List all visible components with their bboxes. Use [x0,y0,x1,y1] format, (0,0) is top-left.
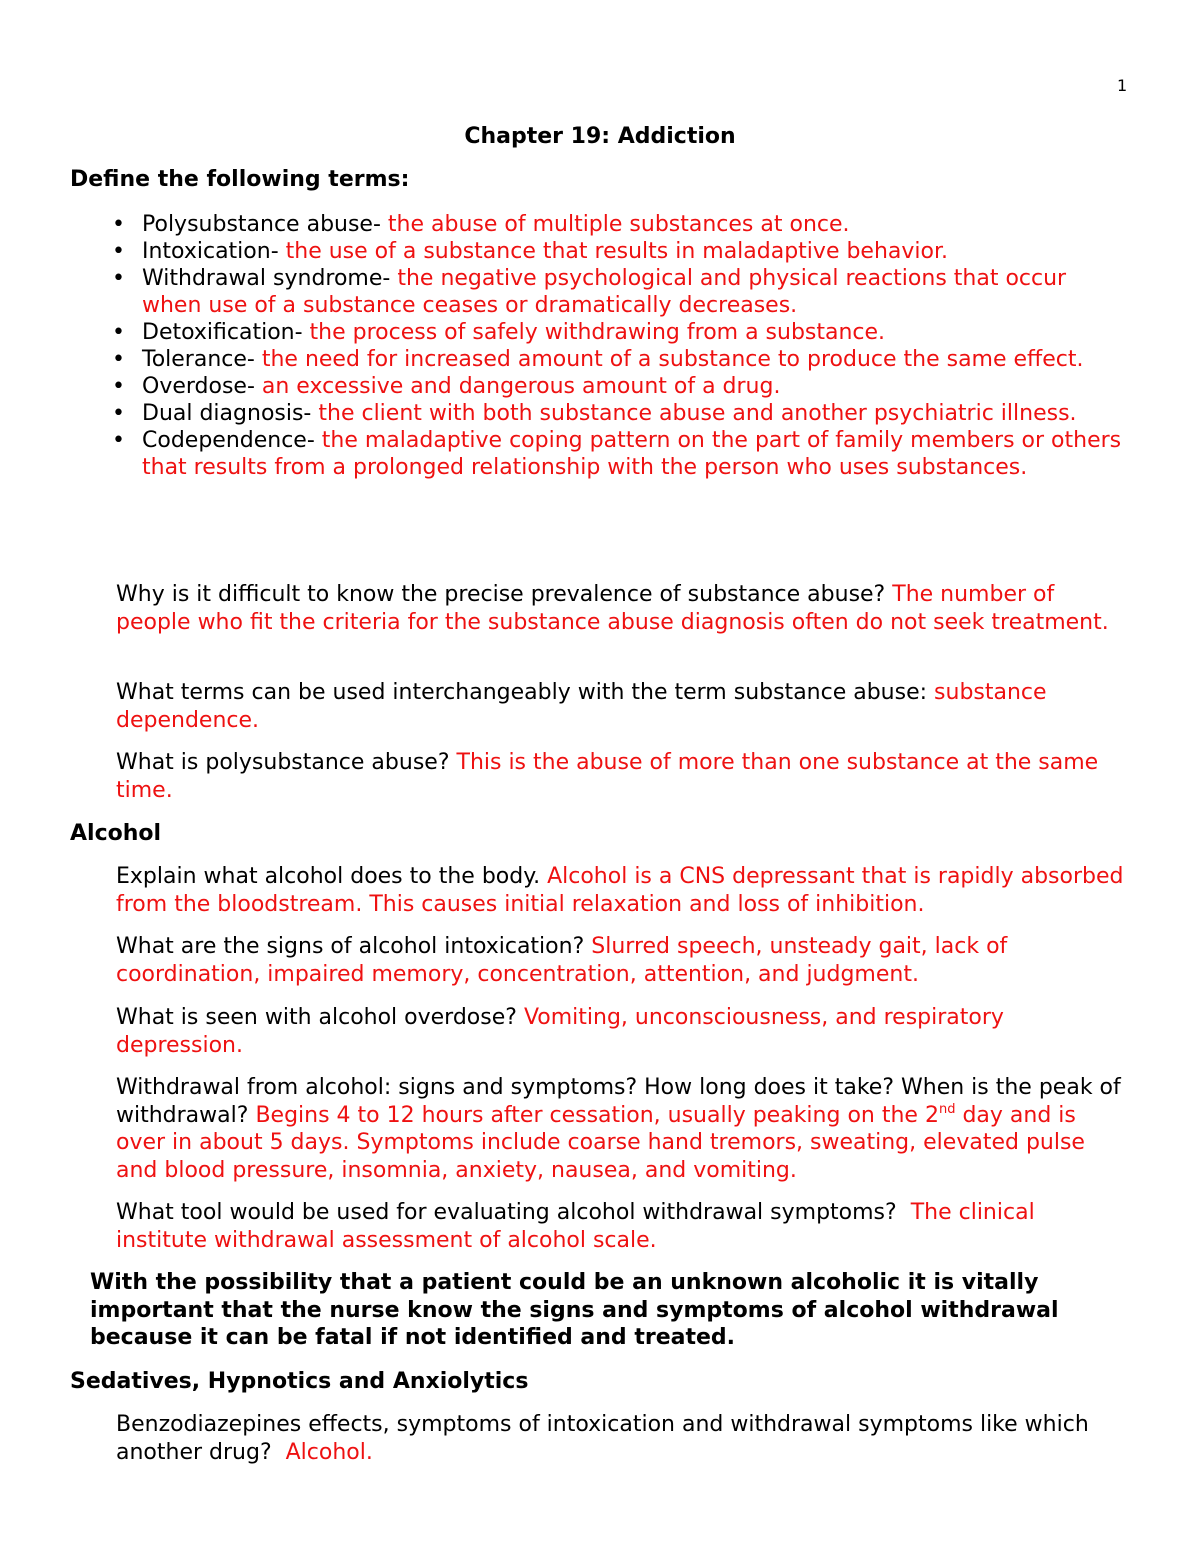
qa-benzodiazepines [116,1411,1126,1466]
term-label: Polysubstance abuse- [142,212,381,237]
definitions-heading: Define the following terms: [70,167,410,192]
qa-alcohol-effects [116,863,1126,918]
term-definition: the need for increased amount of a substance to produce the same effect. [261,347,1084,372]
term-label: Codependence- [142,428,315,453]
term-label: Overdose- [142,374,255,399]
page-title: Chapter 19: Addiction [464,124,736,149]
answer-text: substance dependence. [116,680,1047,733]
question-text: Withdrawal from alcohol: signs and symptoms? How long does it take? When is the peak of withdrawal? [116,1075,1121,1128]
term-definition: the abuse of multiple substances at once. [387,212,850,237]
answer-text: Slurred speech, unsteady gait, lack of coordination, impaired memory, concentration, attention, and judgment. [116,934,1008,987]
bullet-icon: • [112,428,125,453]
question-text: Explain what alcohol does to the body. [116,864,541,889]
definitions-list [112,211,1132,481]
answer-text: The clinical institute withdrawal assessment of alcohol scale. [116,1200,1035,1253]
sedatives-heading: Sedatives, Hypnotics and Anxiolytics [70,1369,529,1394]
question-text: Why is it difficult to know the precise prevalence of substance abuse? [116,582,886,607]
qa-interchangeable-terms [116,679,1126,734]
question-text: Benzodiazepines effects, symptoms of intoxication and withdrawal symptoms like which another drug? [116,1412,1089,1465]
term-definition: the process of safely withdrawing from a substance. [309,320,886,345]
qa-withdrawal-tool [116,1199,1126,1254]
definition-item [112,400,1132,427]
term-label: Dual diagnosis- [142,401,312,426]
qa-alcohol-intoxication [116,933,1126,988]
qa-polysubstance [116,749,1126,804]
definition-item [112,346,1132,373]
bullet-icon: • [112,347,125,372]
bullet-icon: • [112,374,125,399]
answer-part: day and is over in about 5 days. Symptoms include coarse hand tremors, sweating, elevated pulse and blood pressure, insomnia, anxiety, nausea, and vomiting. [116,1102,1085,1183]
ordinal-suffix: nd [938,1101,956,1117]
answer-part: Begins 4 to 12 hours after cessation, usually peaking on the 2 [255,1102,939,1128]
question-text: What terms can be used interchangeably with the term substance abuse: [116,680,928,705]
bullet-icon: • [112,266,125,291]
definition-item [112,238,1132,265]
qa-alcohol-withdrawal [116,1074,1126,1184]
answer-text: Alcohol. [285,1439,373,1465]
qa-alcohol-overdose [116,1004,1126,1059]
definition-item [112,427,1132,481]
page-number: 1 [1117,76,1128,95]
question-text: What tool would be used for evaluating alcohol withdrawal symptoms? [116,1200,897,1225]
term-label: Tolerance- [142,347,255,372]
bullet-icon: • [112,320,125,345]
answer-text: Vomiting, unconsciousness, and respiratory depression. [116,1005,1004,1058]
definition-item [112,211,1132,238]
question-text: What are the signs of alcohol intoxication? [116,934,585,959]
answer-text: The number of people who fit the criteria for the substance abuse diagnosis often do not seek treatment. [116,582,1109,635]
term-definition: the use of a substance that results in maladaptive behavior. [285,239,949,264]
definition-item [112,373,1132,400]
bullet-icon: • [112,401,125,426]
term-definition: the maladaptive coping pattern on the part of family members or others that results from a prolonged relationship with the person who uses substances. [142,428,1122,480]
term-definition: the client with both substance abuse and another psychiatric illness. [318,401,1077,426]
qa-prevalence [116,581,1126,636]
question-text: What is polysubstance abuse? [116,750,450,775]
answer-text: Alcohol is a CNS depressant that is rapidly absorbed from the bloodstream. This causes initial relaxation and loss of inhibition. [116,864,1124,917]
definition-item [112,319,1132,346]
bullet-icon: • [112,239,125,264]
definition-item [112,265,1132,319]
term-label: Withdrawal syndrome- [142,266,391,291]
answer-text: This is the abuse of more than one substance at the same time. [116,750,1099,803]
term-definition: the negative psychological and physical reactions that occur when use of a substance ceases or dramatically decreases. [142,266,1067,318]
alcohol-heading: Alcohol [70,821,162,846]
important-note: With the possibility that a patient could be an unknown alcoholic it is vitally important that the nurse know the signs and symptoms of alcohol withdrawal because it can be fatal if not identified and treated. [90,1270,1059,1350]
term-label: Detoxification- [142,320,303,345]
term-definition: an excessive and dangerous amount of a drug. [261,374,781,399]
answer-text [116,1103,1085,1183]
term-label: Intoxication- [142,239,279,264]
question-text: What is seen with alcohol overdose? [116,1005,517,1030]
bullet-icon: • [112,212,125,237]
